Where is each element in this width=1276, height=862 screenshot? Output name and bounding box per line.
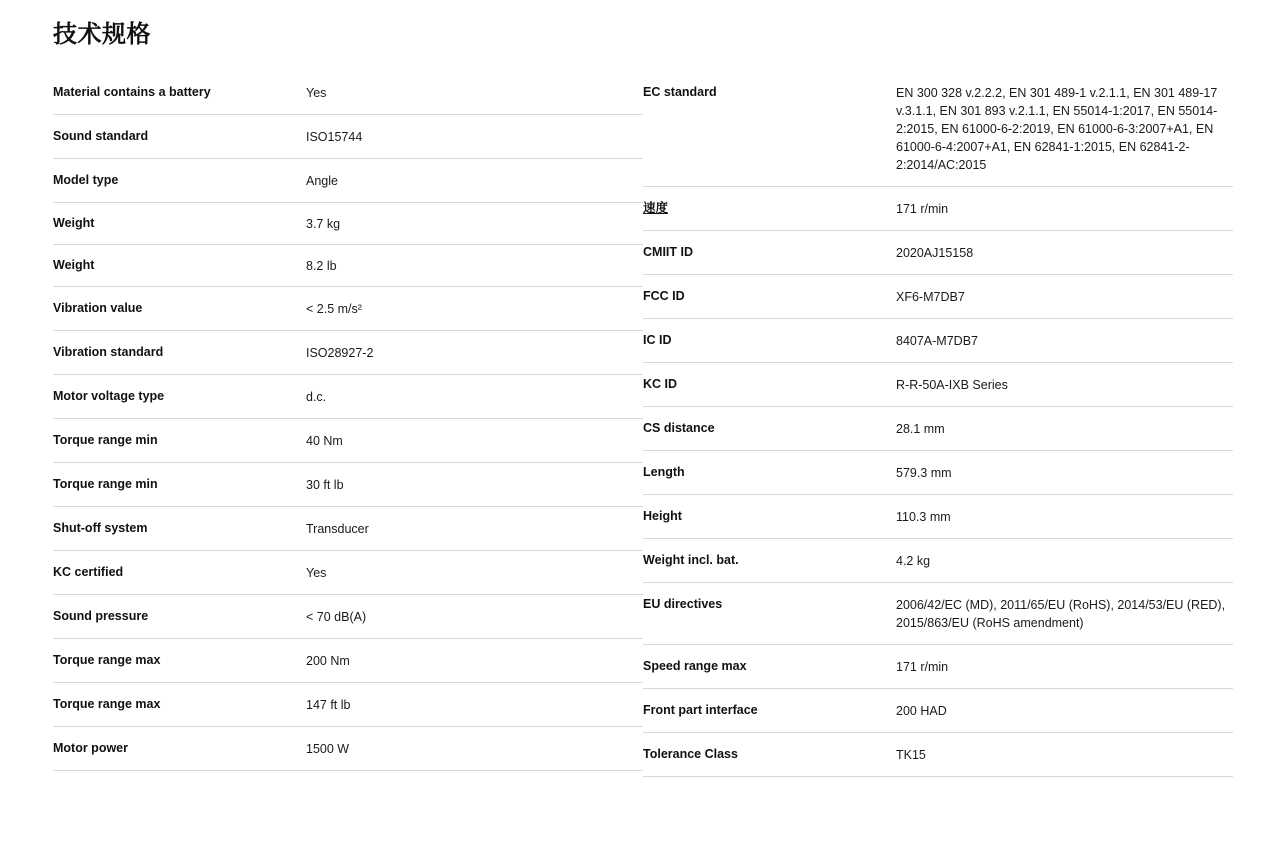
spec-row xyxy=(53,595,643,639)
spec-row xyxy=(643,733,1233,777)
spec-row xyxy=(53,507,643,551)
spec-value: 8407A-M7DB7 xyxy=(896,334,978,348)
spec-row xyxy=(643,363,1233,407)
spec-value: TK15 xyxy=(896,748,926,762)
spec-label: EC standard xyxy=(643,85,717,99)
spec-row xyxy=(53,727,643,771)
spec-row xyxy=(53,159,643,203)
spec-value: ISO28927-2 xyxy=(306,346,374,360)
spec-row xyxy=(53,683,643,727)
spec-columns xyxy=(53,71,1226,777)
spec-label: Motor voltage type xyxy=(53,389,165,403)
spec-value: < 70 dB(A) xyxy=(306,610,367,624)
spec-label: Weight incl. bat. xyxy=(643,553,739,567)
spec-row xyxy=(53,71,643,115)
spec-label: Vibration value xyxy=(53,301,143,315)
spec-label: EU directives xyxy=(643,597,723,611)
spec-value: 2020AJ15158 xyxy=(896,246,974,260)
spec-label: IC ID xyxy=(643,333,672,347)
spec-value: ISO15744 xyxy=(306,130,363,144)
spec-value: 200 HAD xyxy=(896,704,947,718)
spec-label: Sound standard xyxy=(53,129,149,143)
spec-row xyxy=(643,231,1233,275)
spec-value: 2006/42/EC (MD), 2011/65/EU (RoHS), 2014/53/EU (RED), 2015/863/EU (RoHS amendment) xyxy=(896,598,1226,630)
spec-value: 40 Nm xyxy=(306,434,343,448)
spec-label: Torque range max xyxy=(53,653,161,667)
spec-row xyxy=(53,419,643,463)
spec-value: Yes xyxy=(306,86,327,100)
spec-row xyxy=(53,331,643,375)
spec-label: Model type xyxy=(53,173,119,187)
spec-row xyxy=(53,287,643,331)
spec-label: Weight xyxy=(53,216,95,230)
page-title: 技术规格 xyxy=(53,21,151,48)
spec-label: Material contains a battery xyxy=(53,85,211,99)
spec-value: 579.3 mm xyxy=(896,466,952,480)
spec-label: CS distance xyxy=(643,421,715,435)
spec-label: Torque range min xyxy=(53,433,158,447)
spec-value: 147 ft lb xyxy=(306,698,351,712)
spec-row xyxy=(53,639,643,683)
spec-row xyxy=(53,245,643,287)
spec-value: XF6-M7DB7 xyxy=(896,290,965,304)
spec-row xyxy=(643,187,1233,231)
spec-row xyxy=(643,495,1233,539)
spec-label: CMIIT ID xyxy=(643,245,693,259)
spec-label: Torque range min xyxy=(53,477,158,491)
spec-label: Speed range max xyxy=(643,659,747,673)
spec-row xyxy=(643,645,1233,689)
spec-row xyxy=(53,463,643,507)
spec-label: KC ID xyxy=(643,377,678,391)
spec-column-left xyxy=(53,71,643,777)
spec-value: R-R-50A-IXB Series xyxy=(896,378,1008,392)
spec-row xyxy=(643,71,1233,187)
spec-value: 3.7 kg xyxy=(306,217,341,231)
spec-label: Sound pressure xyxy=(53,609,149,623)
spec-value: 4.2 kg xyxy=(896,554,931,568)
spec-value: 171 r/min xyxy=(896,202,949,216)
spec-row xyxy=(643,451,1233,495)
spec-label: FCC ID xyxy=(643,289,685,303)
spec-row xyxy=(53,551,643,595)
spec-value: 1500 W xyxy=(306,742,350,756)
spec-value: EN 300 328 v.2.2.2, EN 301 489-1 v.2.1.1, EN 301 489-17 v.3.1.1, EN 301 893 v.2.1.1, EN 55014-1:2017, EN 55014-2:2015, EN 61000-6-2:2019, EN 61000-6-3:2007+A1, EN 61000-6-4:2007+A1, EN 62841-1:2015, EN 62841-2-2:2014/AC:2015 xyxy=(896,86,1218,172)
spec-value: < 2.5 m/s² xyxy=(306,302,362,316)
spec-value: 30 ft lb xyxy=(306,478,344,492)
spec-value: 110.3 mm xyxy=(896,510,951,524)
spec-value: Angle xyxy=(306,174,338,188)
spec-label: Weight xyxy=(53,258,95,272)
spec-label: KC certified xyxy=(53,565,124,579)
spec-row xyxy=(53,115,643,159)
spec-value: 28.1 mm xyxy=(896,422,945,436)
spec-row xyxy=(53,203,643,245)
spec-label: Tolerance Class xyxy=(643,747,738,761)
spec-value: d.c. xyxy=(306,390,327,404)
spec-label: 速度 xyxy=(643,201,669,215)
spec-label: Vibration standard xyxy=(53,345,164,359)
spec-row xyxy=(643,583,1233,645)
spec-value: 200 Nm xyxy=(306,654,350,668)
spec-row xyxy=(643,275,1233,319)
spec-row xyxy=(643,407,1233,451)
spec-label: Length xyxy=(643,465,685,479)
spec-row xyxy=(53,375,643,419)
spec-label: Front part interface xyxy=(643,703,758,717)
spec-label: Torque range max xyxy=(53,697,161,711)
spec-row xyxy=(643,319,1233,363)
spec-column-right xyxy=(643,71,1233,777)
spec-row xyxy=(643,689,1233,733)
spec-label: Motor power xyxy=(53,741,128,755)
spec-value: Yes xyxy=(306,566,327,580)
spec-row xyxy=(643,539,1233,583)
spec-value: 8.2 lb xyxy=(306,259,337,273)
spec-label: Height xyxy=(643,509,682,523)
spec-value: 171 r/min xyxy=(896,660,949,674)
spec-label: Shut-off system xyxy=(53,521,148,535)
spec-value: Transducer xyxy=(306,522,369,536)
